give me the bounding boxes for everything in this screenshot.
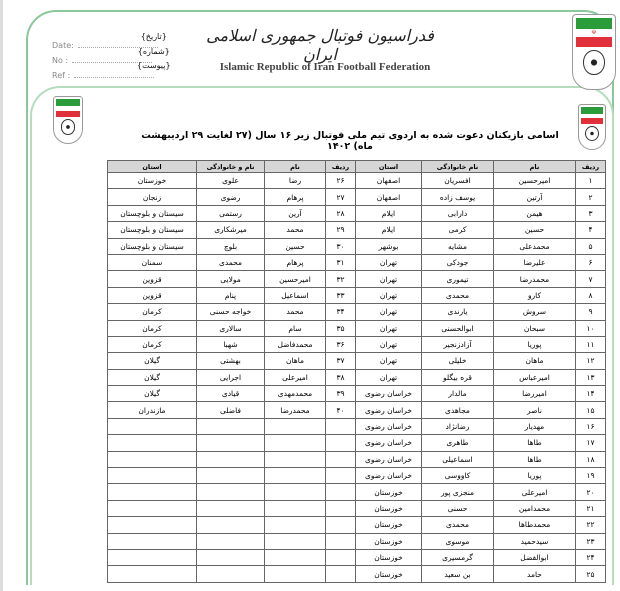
empty-cell bbox=[197, 517, 265, 533]
table-cell: ۲۷ bbox=[326, 189, 356, 205]
table-cell: محمدرضا bbox=[494, 271, 576, 287]
table-cell: رضانژاد bbox=[422, 418, 494, 434]
table-row bbox=[108, 222, 606, 238]
table-cell: ۳۹ bbox=[326, 386, 356, 402]
table-cell: مشایه bbox=[422, 238, 494, 254]
table-cell: خراسان رضوی bbox=[356, 451, 422, 467]
table-cell: فاضلی bbox=[197, 402, 265, 418]
table-cell: بوشهر bbox=[356, 238, 422, 254]
table-cell: ابوالفضل bbox=[494, 549, 576, 565]
table-cell: ۳۶ bbox=[326, 336, 356, 352]
table-cell: ۳۵ bbox=[326, 320, 356, 336]
table-cell: سیستان و بلوچستان bbox=[108, 205, 197, 221]
table-row bbox=[108, 336, 606, 352]
table-cell: منجزی پور bbox=[422, 484, 494, 500]
table-cell: امیررضا bbox=[494, 386, 576, 402]
table-cell: هیمن bbox=[494, 205, 576, 221]
empty-cell bbox=[265, 484, 326, 500]
table-cell: اسماعیلی bbox=[422, 451, 494, 467]
number-value: {شماره} bbox=[137, 46, 170, 56]
table-row bbox=[108, 402, 606, 418]
table-cell: ۱ bbox=[576, 173, 606, 189]
table-row bbox=[108, 468, 606, 484]
empty-cell bbox=[326, 435, 356, 451]
table-cell: مازندران bbox=[108, 402, 197, 418]
empty-cell bbox=[326, 517, 356, 533]
table-cell: حسین bbox=[494, 222, 576, 238]
table-cell: آزادزنجیر bbox=[422, 336, 494, 352]
table-cell: ۱۹ bbox=[576, 468, 606, 484]
table-cell: زنجان bbox=[108, 189, 197, 205]
table-cell: قره بیگلو bbox=[422, 369, 494, 385]
players-table bbox=[107, 160, 606, 583]
ref-label: Ref : bbox=[52, 71, 71, 80]
table-cell: ۱۰ bbox=[576, 320, 606, 336]
column-header: ردیف bbox=[576, 161, 606, 173]
table-cell: ۲۶ bbox=[326, 173, 356, 189]
table-cell: محمدمهدی bbox=[265, 386, 326, 402]
empty-cell bbox=[265, 566, 326, 582]
table-cell: آرین bbox=[265, 205, 326, 221]
table-row bbox=[108, 500, 606, 516]
table-cell: یوسف زاده bbox=[422, 189, 494, 205]
attachment-value: {پیوست} bbox=[137, 61, 171, 70]
table-cell: ۲۳ bbox=[576, 533, 606, 549]
empty-cell bbox=[326, 566, 356, 582]
table-cell: یارندی bbox=[422, 304, 494, 320]
table-row bbox=[108, 287, 606, 303]
table-cell: خوزستان bbox=[356, 566, 422, 582]
table-cell: خوزستان bbox=[108, 173, 197, 189]
table-cell: کرمان bbox=[108, 336, 197, 352]
empty-cell bbox=[197, 451, 265, 467]
table-row bbox=[108, 369, 606, 385]
table-cell: ۱۸ bbox=[576, 451, 606, 467]
empty-cell bbox=[326, 418, 356, 434]
table-cell: سمنان bbox=[108, 254, 197, 270]
empty-cell bbox=[265, 418, 326, 434]
table-cell: شهبا bbox=[197, 336, 265, 352]
table-cell: ۲۴ bbox=[576, 549, 606, 565]
table-cell: مجاهدی bbox=[422, 402, 494, 418]
table-cell: ۶ bbox=[576, 254, 606, 270]
table-row bbox=[108, 173, 606, 189]
table-cell: ۴ bbox=[576, 222, 606, 238]
table-cell: گیلان bbox=[108, 353, 197, 369]
table-cell: رستمی bbox=[197, 205, 265, 221]
column-header: نام و خانوادگی bbox=[197, 161, 265, 173]
table-cell: محمدامین bbox=[494, 500, 576, 516]
table-row bbox=[108, 418, 606, 434]
table-row bbox=[108, 353, 606, 369]
table-cell: ایلام bbox=[356, 222, 422, 238]
federation-logo-icon bbox=[53, 96, 83, 144]
table-cell: تهران bbox=[356, 369, 422, 385]
table-row bbox=[108, 517, 606, 533]
table-cell: ۱۵ bbox=[576, 402, 606, 418]
table-cell: خوزستان bbox=[356, 484, 422, 500]
table-cell: محمدی bbox=[422, 287, 494, 303]
federation-name-en: Islamic Republic of Iran Football Federation bbox=[219, 61, 431, 73]
table-cell: ۲ bbox=[576, 189, 606, 205]
empty-cell bbox=[108, 517, 197, 533]
table-cell: محمدی bbox=[197, 254, 265, 270]
number-label: No : bbox=[52, 56, 69, 65]
empty-cell bbox=[326, 468, 356, 484]
table-cell: ۱۱ bbox=[576, 336, 606, 352]
table-cell: آرتین bbox=[494, 189, 576, 205]
empty-cell bbox=[265, 451, 326, 467]
table-cell: ابوالحسنی bbox=[422, 320, 494, 336]
column-header: ردیف bbox=[326, 161, 356, 173]
table-cell: خراسان رضوی bbox=[356, 418, 422, 434]
empty-cell bbox=[197, 484, 265, 500]
table-cell: بهشتی bbox=[197, 353, 265, 369]
table-cell: طاهری bbox=[422, 435, 494, 451]
table-row bbox=[108, 386, 606, 402]
table-cell: موسوی bbox=[422, 533, 494, 549]
page-edge bbox=[0, 0, 3, 591]
table-cell: تهران bbox=[356, 353, 422, 369]
empty-cell bbox=[265, 500, 326, 516]
document-title: اسامی بازیکنان دعوت شده به اردوی تیم ملی فوتبال زیر ۱۶ سال (۲۷ لغایت ۲۹ اردیبهشت ماه) ۱۴۰۲ bbox=[141, 130, 559, 152]
table-header bbox=[108, 161, 606, 173]
table-cell: خراسان رضوی bbox=[356, 402, 422, 418]
table-cell: امیرعلی bbox=[265, 369, 326, 385]
table-row bbox=[108, 205, 606, 221]
table-cell: حسنی bbox=[422, 500, 494, 516]
table-cell: ماهان bbox=[265, 353, 326, 369]
table-cell: سبحان bbox=[494, 320, 576, 336]
table-cell: ۲۸ bbox=[326, 205, 356, 221]
table-cell: دارابی bbox=[422, 205, 494, 221]
table-cell: رضا bbox=[265, 173, 326, 189]
table-cell: تهران bbox=[356, 336, 422, 352]
table-cell: ۱۳ bbox=[576, 369, 606, 385]
table-cell: سام bbox=[265, 320, 326, 336]
table-cell: ۹ bbox=[576, 304, 606, 320]
table-cell: مهدیار bbox=[494, 418, 576, 434]
empty-cell bbox=[326, 549, 356, 565]
table-cell: امیرحسین bbox=[494, 173, 576, 189]
table-cell: پنام bbox=[197, 287, 265, 303]
table-cell: خوزستان bbox=[356, 549, 422, 565]
table-cell: خراسان رضوی bbox=[356, 386, 422, 402]
table-cell: اجرایی bbox=[197, 369, 265, 385]
table-cell: محمد bbox=[265, 304, 326, 320]
table-cell: ۲۵ bbox=[576, 566, 606, 582]
table-cell: گیلان bbox=[108, 386, 197, 402]
table-row bbox=[108, 435, 606, 451]
table-cell: افسریان bbox=[422, 173, 494, 189]
table-cell: محمدرضا bbox=[265, 402, 326, 418]
table-cell: محمدی bbox=[422, 517, 494, 533]
table-cell: پوریا bbox=[494, 336, 576, 352]
empty-cell bbox=[197, 418, 265, 434]
table-cell: ناصر bbox=[494, 402, 576, 418]
table-cell: اصفهان bbox=[356, 189, 422, 205]
empty-cell bbox=[265, 533, 326, 549]
table-cell: تهران bbox=[356, 254, 422, 270]
table-cell: کرمان bbox=[108, 320, 197, 336]
column-header: استان bbox=[356, 161, 422, 173]
table-cell: طاها bbox=[494, 435, 576, 451]
column-header: نام bbox=[265, 161, 326, 173]
table-row bbox=[108, 254, 606, 270]
table-cell: ۳۷ bbox=[326, 353, 356, 369]
table-cell: گیلان bbox=[108, 369, 197, 385]
column-header: نام خانوادگی bbox=[422, 161, 494, 173]
table-cell: مالدار bbox=[422, 386, 494, 402]
column-header: نام bbox=[494, 161, 576, 173]
table-cell: خراسان رضوی bbox=[356, 468, 422, 484]
table-cell: خوزستان bbox=[356, 517, 422, 533]
table-cell: ۳۰ bbox=[326, 238, 356, 254]
table-cell: کاووسی bbox=[422, 468, 494, 484]
table-row bbox=[108, 549, 606, 565]
empty-cell bbox=[108, 468, 197, 484]
empty-cell bbox=[108, 451, 197, 467]
table-cell: سروش bbox=[494, 304, 576, 320]
table-cell: پرهام bbox=[265, 189, 326, 205]
table-cell: امیرعباس bbox=[494, 369, 576, 385]
table-cell: قزوین bbox=[108, 287, 197, 303]
empty-cell bbox=[108, 566, 197, 582]
table-cell: پرهام bbox=[265, 254, 326, 270]
table-cell: خواجه حسنی bbox=[197, 304, 265, 320]
table-cell: ۱۷ bbox=[576, 435, 606, 451]
table-cell: قیادی bbox=[197, 386, 265, 402]
date-value: {تاریخ} bbox=[140, 32, 167, 41]
table-cell: کارو bbox=[494, 287, 576, 303]
table-cell: حسین bbox=[265, 238, 326, 254]
table-cell: امیرحسین bbox=[265, 271, 326, 287]
empty-cell bbox=[197, 435, 265, 451]
table-cell: ۱۴ bbox=[576, 386, 606, 402]
table-cell: جودکی bbox=[422, 254, 494, 270]
table-cell: تیموری bbox=[422, 271, 494, 287]
empty-cell bbox=[326, 500, 356, 516]
table-cell: ۳ bbox=[576, 205, 606, 221]
table-cell: خوزستان bbox=[356, 533, 422, 549]
table-cell: محمدطاها bbox=[494, 517, 576, 533]
table-cell: سیستان و بلوچستان bbox=[108, 222, 197, 238]
table-cell: ۱۶ bbox=[576, 418, 606, 434]
table-cell: رضوی bbox=[197, 189, 265, 205]
table-cell: پوریا bbox=[494, 468, 576, 484]
table-cell: ۳۸ bbox=[326, 369, 356, 385]
table-cell: حامد bbox=[494, 566, 576, 582]
empty-cell bbox=[108, 533, 197, 549]
empty-cell bbox=[197, 500, 265, 516]
table-row bbox=[108, 484, 606, 500]
table-cell: اسماعیل bbox=[265, 287, 326, 303]
table-cell: ۸ bbox=[576, 287, 606, 303]
table-cell: سیدحمید bbox=[494, 533, 576, 549]
table-cell: کرمان bbox=[108, 304, 197, 320]
table-cell: ۲۲ bbox=[576, 517, 606, 533]
table-row bbox=[108, 566, 606, 582]
empty-cell bbox=[326, 451, 356, 467]
table-cell: اصفهان bbox=[356, 173, 422, 189]
empty-cell bbox=[265, 435, 326, 451]
column-header: استان bbox=[108, 161, 197, 173]
table-cell: ۲۰ bbox=[576, 484, 606, 500]
table-cell: میرشکاری bbox=[197, 222, 265, 238]
table-cell: ۳۳ bbox=[326, 287, 356, 303]
empty-cell bbox=[265, 517, 326, 533]
table-cell: ۲۱ bbox=[576, 500, 606, 516]
table-row bbox=[108, 533, 606, 549]
empty-cell bbox=[108, 418, 197, 434]
table-cell: ۴۰ bbox=[326, 402, 356, 418]
empty-cell bbox=[108, 484, 197, 500]
empty-cell bbox=[108, 549, 197, 565]
table-cell: خوزستان bbox=[356, 500, 422, 516]
empty-cell bbox=[197, 549, 265, 565]
table-cell: گرمسیری bbox=[422, 549, 494, 565]
table-cell: محمدفاضل bbox=[265, 336, 326, 352]
table-cell: سیستان و بلوچستان bbox=[108, 238, 197, 254]
empty-cell bbox=[326, 484, 356, 500]
table-row bbox=[108, 189, 606, 205]
empty-cell bbox=[265, 549, 326, 565]
table-row bbox=[108, 320, 606, 336]
reference-values bbox=[137, 30, 171, 74]
empty-cell bbox=[197, 468, 265, 484]
table-cell: تهران bbox=[356, 271, 422, 287]
table-cell: طاها bbox=[494, 451, 576, 467]
federation-name-fa: فدراسیون فوتبال جمهوری اسلامی ایران bbox=[206, 26, 434, 64]
table-cell: سالاری bbox=[197, 320, 265, 336]
table-row bbox=[108, 238, 606, 254]
federation-logo-icon: ☫ bbox=[572, 14, 616, 90]
empty-cell bbox=[265, 468, 326, 484]
table-row bbox=[108, 271, 606, 287]
table-cell: مولایی bbox=[197, 271, 265, 287]
table-cell: علوی bbox=[197, 173, 265, 189]
table-cell: کرمی bbox=[422, 222, 494, 238]
table-cell: ۳۴ bbox=[326, 304, 356, 320]
empty-cell bbox=[326, 533, 356, 549]
empty-cell bbox=[108, 435, 197, 451]
table-cell: ۳۱ bbox=[326, 254, 356, 270]
table-cell: ماهان bbox=[494, 353, 576, 369]
federation-logo-icon bbox=[578, 104, 606, 150]
table-cell: بلوچ bbox=[197, 238, 265, 254]
table-cell: ۷ bbox=[576, 271, 606, 287]
table-cell: خراسان رضوی bbox=[356, 435, 422, 451]
table-cell: ایلام bbox=[356, 205, 422, 221]
empty-cell bbox=[197, 533, 265, 549]
table-cell: تهران bbox=[356, 287, 422, 303]
table-row bbox=[108, 304, 606, 320]
empty-cell bbox=[197, 566, 265, 582]
table-cell: خلیلی bbox=[422, 353, 494, 369]
date-label: Date: bbox=[52, 41, 74, 50]
table-cell: ۵ bbox=[576, 238, 606, 254]
table-row bbox=[108, 451, 606, 467]
table-cell: امیرعلی bbox=[494, 484, 576, 500]
table-cell: ۲۹ bbox=[326, 222, 356, 238]
table-cell: محمدعلی bbox=[494, 238, 576, 254]
table-cell: بن سعید bbox=[422, 566, 494, 582]
table-cell: ۳۲ bbox=[326, 271, 356, 287]
table-cell: قزوین bbox=[108, 271, 197, 287]
table-cell: تهران bbox=[356, 320, 422, 336]
table-cell: محمد bbox=[265, 222, 326, 238]
empty-cell bbox=[108, 500, 197, 516]
table-cell: تهران bbox=[356, 304, 422, 320]
table-cell: علیرضا bbox=[494, 254, 576, 270]
table-cell: ۱۲ bbox=[576, 353, 606, 369]
